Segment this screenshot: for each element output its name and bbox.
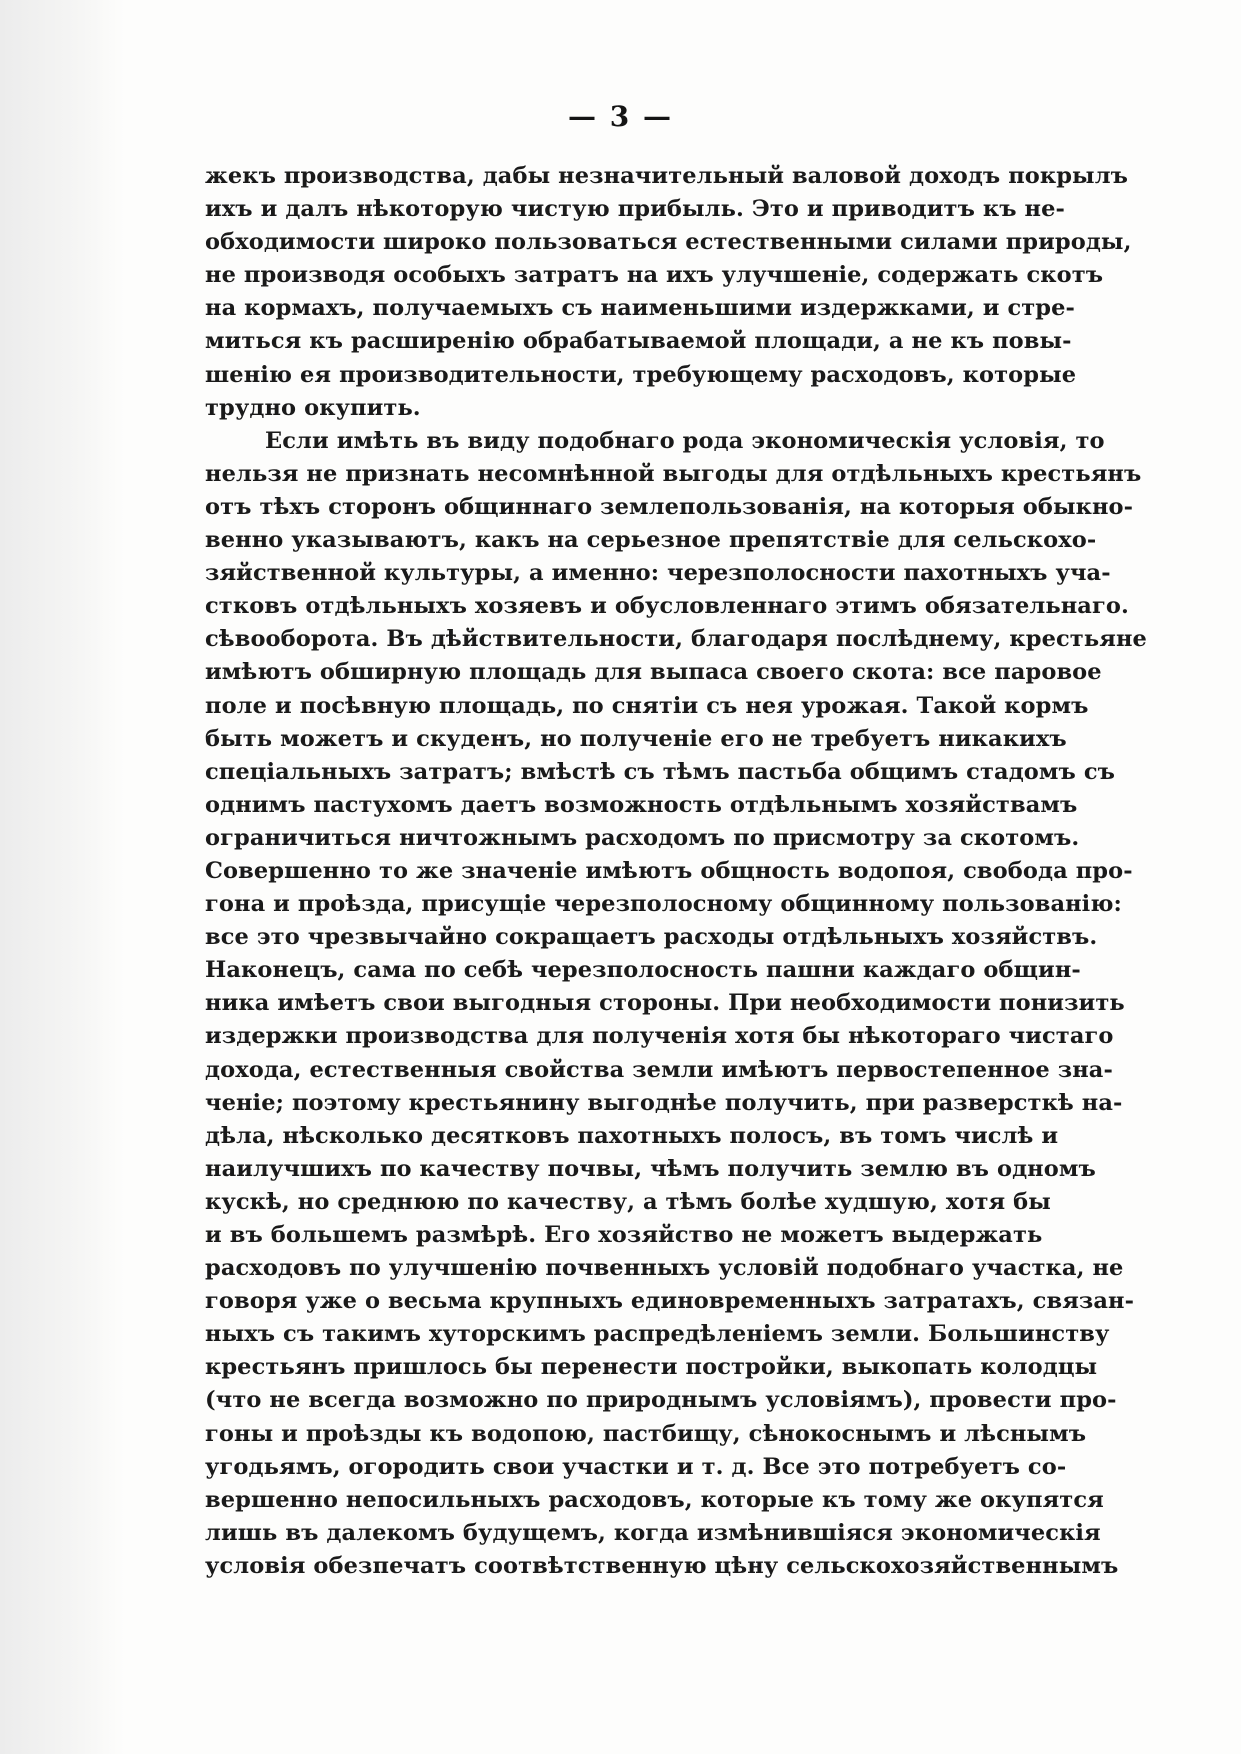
page-number: — 3 — <box>568 100 673 133</box>
body-text <box>205 160 1147 1583</box>
text-line: обходимости широко пользоваться естественными силами природы, <box>205 229 1132 256</box>
text-line: все это чрезвычайно сокращаетъ расходы отдѣльныхъ хозяйствъ. <box>205 924 1098 951</box>
text-line: отъ тѣхъ сторонъ общиннаго землепользованія, на которыя обыкно- <box>205 493 1134 520</box>
text-line: угодьямъ, огородить свои участки и т. д. Все это потребуетъ со- <box>205 1453 1067 1480</box>
text-line: дѣла, нѣсколько десятковъ пахотныхъ полосъ, въ томъ числѣ и <box>205 1122 1059 1149</box>
text-line: лишь въ далекомъ будущемъ, когда измѣнившіяся экономическія <box>205 1519 1101 1546</box>
text-line: и въ большемъ размѣрѣ. Его хозяйство не можетъ выдержать <box>205 1222 1043 1248</box>
text-line: ника имѣетъ свои выгодныя стороны. При необходимости понизить <box>205 990 1125 1017</box>
text-line: расходовъ по улучшенію почвенныхъ условій подобнаго участка, не <box>205 1255 1124 1282</box>
text-line: сѣвооборота. Въ дѣйствительности, благодаря послѣднему, крестьяне <box>205 626 1147 653</box>
text-line: ихъ и далъ нѣкоторую чистую прибыль. Это и приводитъ къ не- <box>205 196 1065 223</box>
text-line: стковъ отдѣльныхъ хозяевъ и обусловленнаго этимъ обязательнаго. <box>205 593 1129 620</box>
text-line: условія обезпечатъ соотвѣтственную цѣну сельскохозяйственнымъ <box>205 1552 1119 1579</box>
scan-edge-shading <box>0 0 125 1754</box>
text-line: быть можетъ и скуденъ, но полученіе его не требуетъ никакихъ <box>205 725 1067 752</box>
text-line: (что не всегда возможно по природнымъ условіямъ), провести про- <box>205 1387 1117 1414</box>
text-line: поле и посѣвную площадь, по снятіи съ нея урожая. Такой кормъ <box>205 692 1089 719</box>
text-line: шенію ея производительности, требующему расходовъ, которые <box>205 361 1077 388</box>
text-line: ныхъ съ такимъ хуторскимъ распредѣленіемъ земли. Большинству <box>205 1321 1110 1348</box>
text-line: гона и проѣзда, присущіе черезполосному общинному пользованію: <box>205 891 1122 918</box>
paragraph <box>205 425 1147 1583</box>
text-line: дохода, естественныя свойства земли имѣютъ первостепенное зна- <box>205 1056 1113 1083</box>
text-line: ограничиться ничтожнымъ расходомъ по присмотру за скотомъ. <box>205 824 1080 851</box>
text-line: Совершенно то же значеніе имѣютъ общность водопоя, свобода про- <box>205 857 1133 884</box>
paragraph <box>205 160 1132 425</box>
text-line: не производя особыхъ затратъ на ихъ улучшеніе, содержать скотъ <box>205 262 1104 289</box>
text-line: крестьянъ пришлось бы перенести постройки, выкопать колодцы <box>205 1354 1098 1381</box>
text-line: нельзя не признать несомнѣнной выгоды для отдѣльныхъ крестьянъ <box>205 460 1142 487</box>
text-line: Если имѣть въ виду подобнаго рода экономическія условія, то <box>265 427 1105 454</box>
text-line: наилучшихъ по качеству почвы, чѣмъ получить землю въ одномъ <box>205 1155 1096 1182</box>
text-line: гоны и проѣзды къ водопою, пастбищу, сѣнокоснымъ и лѣснымъ <box>205 1420 1087 1447</box>
text-line: миться къ расширенію обрабатываемой площади, а не къ повы- <box>205 328 1072 355</box>
text-line: ченіе; поэтому крестьянину выгоднѣе получить, при разверсткѣ на- <box>205 1089 1123 1116</box>
text-line: говоря уже о весьма крупныхъ единовременныхъ затратахъ, связан- <box>205 1288 1135 1315</box>
text-line: трудно окупить. <box>205 394 421 421</box>
text-line: венно указываютъ, какъ на серьезное препятствіе для сельскохо- <box>205 527 1097 554</box>
text-line: жекъ производства, дабы незначительный валовой доходъ покрылъ <box>205 163 1129 189</box>
text-line: зяйственной культуры, а именно: черезполосности пахотныхъ уча- <box>205 560 1111 587</box>
text-line: на кормахъ, получаемыхъ съ наименьшими издержками, и стре- <box>205 295 1075 322</box>
text-line: кускѣ, но среднюю по качеству, а тѣмъ болѣе худшую, хотя бы <box>205 1188 1051 1215</box>
text-line: однимъ пастухомъ даетъ возможность отдѣльнымъ хозяйствамъ <box>205 791 1078 818</box>
text-line: вершенно непосильныхъ расходовъ, которые къ тому же окупятся <box>205 1486 1104 1513</box>
text-line: имѣютъ обширную площадь для выпаса своего скота: все паровое <box>205 659 1102 686</box>
text-line: спеціальныхъ затратъ; вмѣстѣ съ тѣмъ пастьба общимъ стадомъ съ <box>205 758 1116 785</box>
text-line: издержки производства для полученія хотя бы нѣкотораго чистаго <box>205 1023 1114 1050</box>
text-line: Наконецъ, сама по себѣ черезполосность пашни каждаго общин- <box>205 957 1081 984</box>
